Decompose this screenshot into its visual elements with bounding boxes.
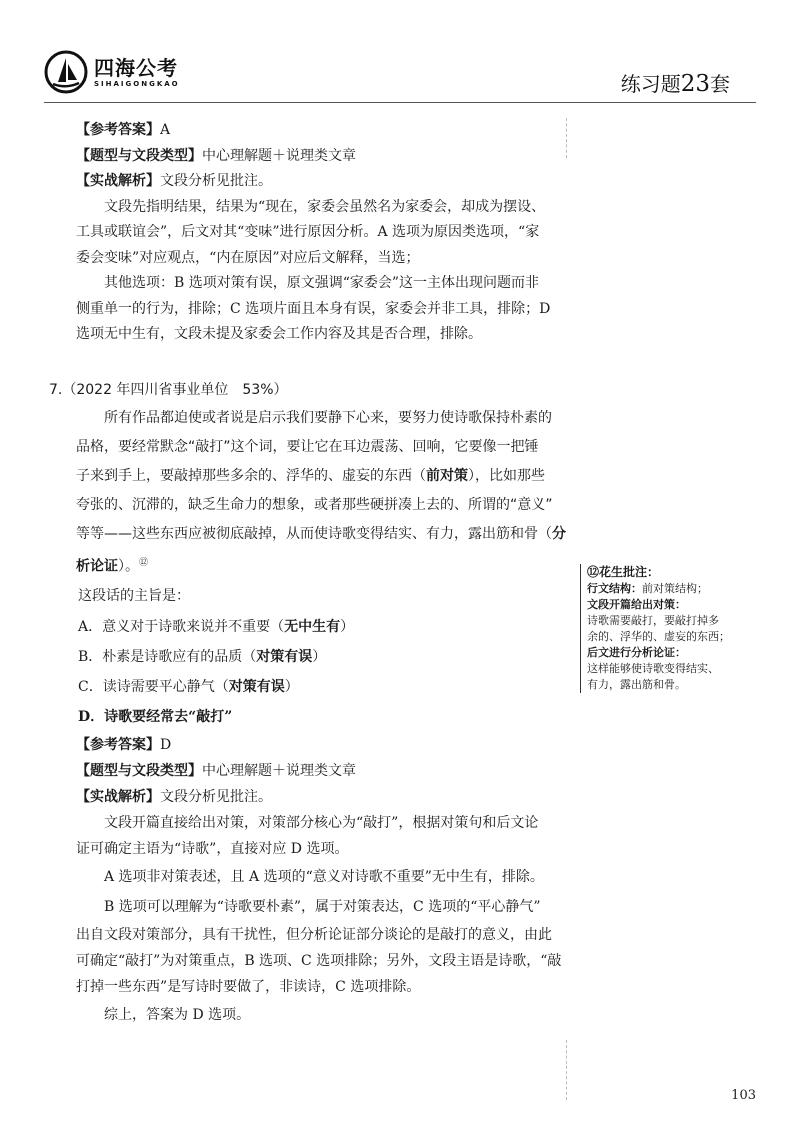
note-text: 前对策结构；: [642, 582, 708, 595]
passage-line: 析论证）。⑫: [76, 557, 149, 575]
analysis-line: 综上，答案为 D 选项。: [104, 1007, 251, 1024]
prev-type: [76, 144, 574, 170]
option-tag: 对策有误: [256, 649, 313, 666]
prev-text-line: 侧重单一的行为，排除；C 选项片面且本身有误，家委会并非工具，排除；D: [76, 300, 551, 317]
brand-name-latin: SIHAIGONGKAO: [94, 79, 180, 88]
set-title-number: 23: [680, 71, 710, 97]
brand-logo: [44, 50, 180, 94]
q7-answer: [76, 732, 574, 758]
analysis-line: 打掉一些东西”是写诗时要做了，非读诗，C 选项排除。: [76, 979, 421, 996]
question-passage: [76, 404, 574, 582]
prev-text-line: 选项无中生有，文段未提及家委会工作内容及其是否合理，排除。: [76, 326, 482, 342]
analysis-line: 可确定“敲打”为对策重点，B 选项、C 选项排除；另外，文段主语是诗歌，“敲: [76, 953, 562, 970]
analysis-line: A 选项非对策表述，且 A 选项的“意义对诗歌不重要”无中生有，排除。: [104, 869, 544, 886]
q7-analysis: [76, 784, 574, 810]
option-a: A．意义对于诗歌来说并不重要（无中生有）: [78, 619, 355, 636]
type-value: 中心理解题＋说理类文章: [202, 763, 356, 780]
answer-label: 【参考答案】: [76, 737, 160, 754]
note-text: 余的、浮华的、虚妄的东西；: [587, 630, 730, 643]
answer-value: D: [160, 737, 172, 754]
question-heading: 7.（2022 年四川省事业单位 53%）: [49, 381, 288, 398]
note-text: 诗歌需要敲打，要敲打掉多: [587, 614, 719, 627]
passage-line: 所有作品都迫使或者说是启示我们要静下心来，要努力使诗歌保持朴素的: [104, 409, 552, 426]
type-value: 中心理解题＋说理类文章: [202, 147, 356, 164]
note-heading: 文段开篇给出对策：: [587, 598, 686, 611]
prev-text-line: 文段先指明结果，结果为“现在，家委会虽然名为家委会，却成为摆设、: [104, 198, 546, 215]
option-b: B．朴素是诗歌应有的品质（对策有误）: [78, 649, 327, 666]
analysis-line: 文段开篇直接给出对策，对策部分核心为“敲打”，根据对策句和后文论: [104, 815, 539, 832]
margin-guide: [566, 1040, 567, 1100]
analysis-value: 文段分析见批注。: [160, 789, 272, 806]
note-text: 有力，露出筋和骨。: [587, 678, 686, 691]
prev-answer: [76, 118, 574, 144]
prev-text-line: 工具或联谊会”，后文对其“变味”进行原因分析。A 选项为原因类选项，“家: [76, 224, 540, 240]
q7-type: [76, 758, 574, 784]
prev-text-line: 委会变味”对应观点，“内在原因”对应后文解释，当选；: [76, 249, 420, 266]
passage-line: 夸张的、沉滞的，缺乏生命力的想象，或者那些硬拼凑上去的、所谓的“意义”: [76, 496, 553, 513]
set-title: [621, 68, 730, 97]
analysis-label: 【实战解析】: [76, 173, 160, 189]
analysis-value: 文段分析见批注。: [160, 173, 272, 189]
annotation-tag: 前对策: [426, 467, 468, 484]
option-tag: 对策有误: [228, 679, 285, 696]
header-divider: [44, 102, 756, 103]
note-title: ⑫花生批注：: [587, 565, 660, 579]
set-title-prefix: 练习题: [620, 72, 681, 96]
option-d: D．诗歌要经常去“敲打”: [78, 709, 233, 726]
answer-value: A: [160, 122, 171, 138]
annotation-tag: 分: [552, 525, 566, 542]
page-header: [0, 0, 800, 110]
passage-line: 子来到手上，要敲掉那些多余的、浮华的、虚妄的东西（前对策），比如那些: [76, 467, 545, 484]
option-c: C．读诗需要平心静气（对策有误）: [78, 679, 299, 696]
margin-note: [580, 564, 763, 693]
set-title-suffix: 套: [710, 72, 730, 96]
note-text: 这样能够使诗歌变得结实、: [587, 662, 719, 675]
annotation-tag: 析论证: [76, 558, 118, 575]
analysis-line: 出自文段对策部分，具有干扰性，但分析论证部分谈论的是敲打的意义，由此: [76, 927, 552, 944]
type-label: 【题型与文段类型】: [76, 763, 202, 780]
type-label: 【题型与文段类型】: [76, 147, 202, 164]
brand-name: 四海公考: [94, 55, 178, 80]
main-content: [49, 118, 574, 1030]
analysis-label: 【实战解析】: [76, 789, 160, 806]
prev-text-line: 其他选项：B 选项对策有误，原文强调“家委会”这一主体出现问题而非: [104, 275, 540, 291]
prev-analysis: [76, 169, 574, 195]
note-heading: 后文进行分析论证：: [587, 646, 686, 659]
passage-line: 品格，要经常默念“敲打”这个词，要让它在耳边震荡、回响，它要像一把锤: [76, 438, 539, 455]
passage-line: 等等——这些东西应被彻底敲掉，从而使诗歌变得结实、有力，露出筋和骨（分: [76, 525, 566, 542]
answer-label: 【参考答案】: [76, 122, 160, 138]
sailboat-logo-icon: [44, 50, 88, 94]
question-stem: 这段话的主旨是：: [78, 588, 190, 605]
analysis-line: B 选项可以理解为“诗歌要朴素”，属于对策表达，C 选项的“平心静气”: [104, 899, 541, 916]
note-heading: 行文结构：: [587, 582, 642, 595]
option-tag: 无中生有: [284, 619, 341, 636]
analysis-line: 证可确定主语为“诗歌”，直接对应 D 选项。: [76, 841, 349, 858]
footnote-marker: ⑫: [139, 557, 149, 568]
page-number: 103: [731, 1088, 756, 1103]
